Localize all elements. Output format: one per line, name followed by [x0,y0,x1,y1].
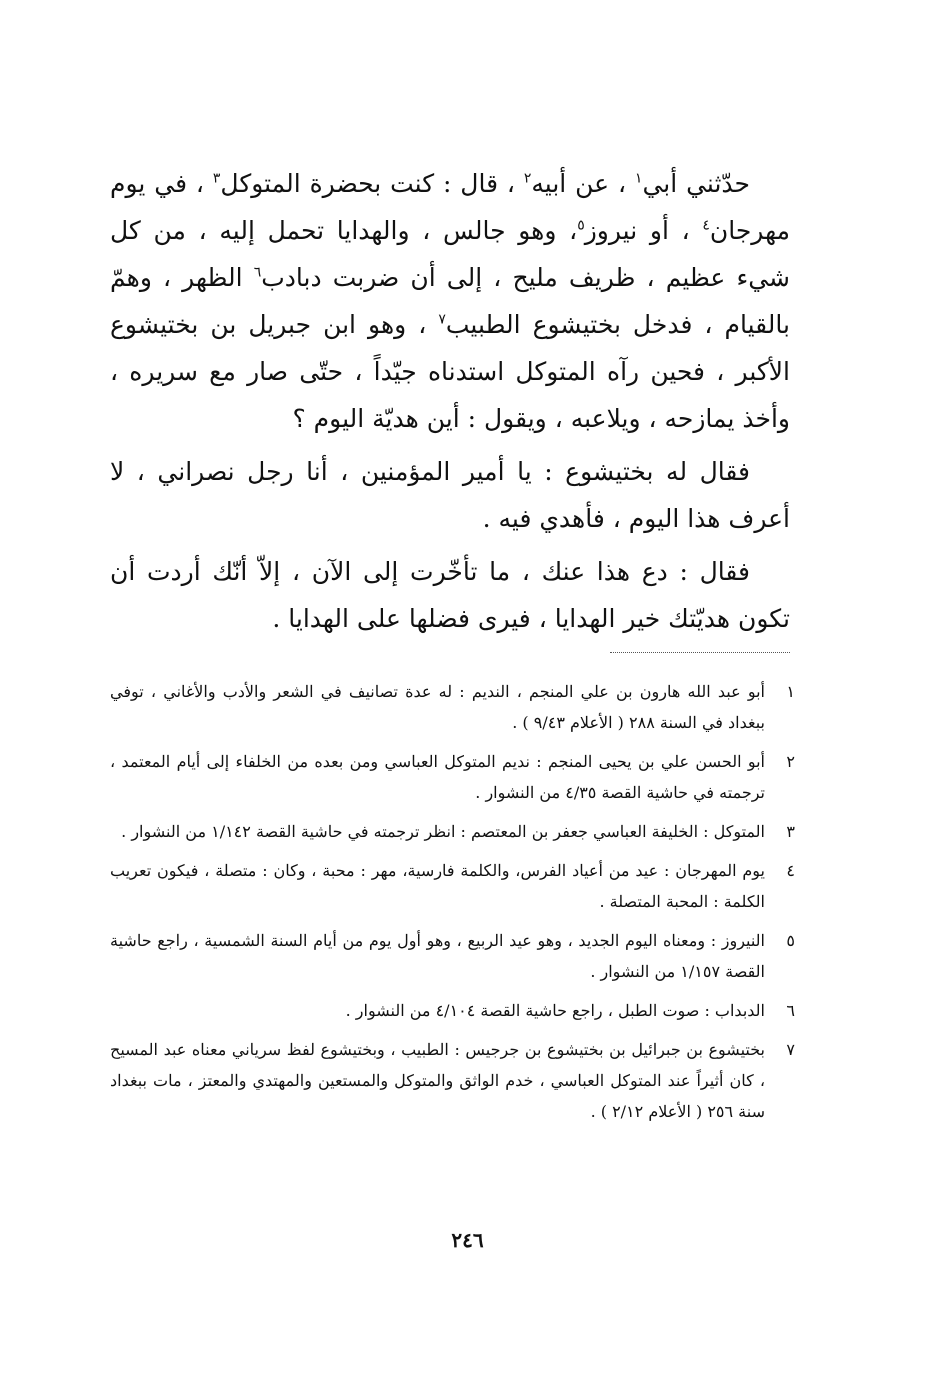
footnote-number: ٥ [786,931,795,950]
footnote-number: ٣ [786,822,795,841]
footnote-ref: ٧ [438,311,446,328]
footnote [110,746,795,808]
paragraph-1 [110,160,790,442]
footnote-text: الدبداب : صوت الطبل ، راجع حاشية القصة ٤/١٠٤ من النشوار . [345,1001,765,1020]
footnote-text: المتوكل : الخليفة العباسي جعفر بن المعتصم : انظر ترجمته في حاشية القصة ١/١٤٢ من النشوار . [121,822,765,841]
text-run: ، أو نيروز [584,216,703,245]
footnote-ref: ١ [634,170,643,187]
text-run: فقال له بختيشوع : يا أمير المؤمنين ، أنا رجل نصراني ، لا أعرف هذا اليوم ، فأهدي فيه . [110,457,790,533]
footnote-text: بختيشوع بن جبرائيل بن بختيشوع بن جرجيس : الطبيب ، وبختيشوع لفظ سرياني معناه عبد المسيح ، كان أثيراً عند المتوكل العباسي ، خدم الواثق والمتوكل والمستعين والمهتدي والمعتز ، مات ببغداد سنة ٢٥٦ ( الأعلام ٢/١٢ ) . [110,1040,765,1121]
footnote-number: ٦ [786,1001,795,1020]
footnote-text: النيروز : ومعناه اليوم الجديد ، وهو عيد الربيع ، وهو أول يوم من أيام السنة الشمسية ، راجع حاشية القصة ١/١٥٧ من النشوار . [110,931,765,981]
footnote-number: ٧ [786,1040,795,1059]
text-run: حدّثني أبي [642,169,750,198]
footnote-text: أبو الحسن علي بن يحيى المنجم : نديم المتوكل العباسي ومن بعده من الخلفاء إلى أيام المعتمد ، ترجمته في حاشية القصة ٤/٣٥ من النشوار . [110,752,765,802]
footnote-separator [610,652,790,653]
footnote-ref: ٤ [702,217,710,234]
footnote [110,995,795,1026]
text-run: ، وهو ابن جبريل بن بختيشوع الأكبر ، فحين رآه المتوكل استدناه جيّداً ، حتّى صار مع سريره ، وأخذ يمازحه ، ويلاعبه ، ويقول : أين هديّة اليوم ؟ [110,310,790,433]
text-run: ، وهو جالس ، والهدايا تحمل إليه ، من كل شيء عظيم ، ظريف مليح ، إلى أن ضربت دبادب [110,216,790,292]
footnote-ref: ٦ [253,264,262,281]
footnote-text: يوم المهرجان : عيد من أعياد الفرس، والكلمة فارسية، مهر : محبة ، وكان : متصلة ، فيكون تعريب الكلمة : المحبة المتصلة . [110,861,765,911]
footnote [110,676,795,738]
footnote-number: ٤ [786,861,795,880]
footnote [110,855,795,917]
paragraph-2 [110,448,790,542]
text-run: ، قال : كنت بحضرة المتوكل [220,169,524,198]
footnote [110,925,795,987]
text-run: الظهر ، وهمّ بالقيام ، فدخل بختيشوع الطبيب [110,263,790,339]
footnote-number: ٢ [786,752,795,771]
footnote-ref: ٥ [577,217,585,234]
paragraph-3 [110,548,790,642]
text-run: ، في يوم مهرجان [110,169,791,245]
footnote-ref: ٣ [212,170,221,187]
text-run: فقال : دع هذا عنك ، ما تأخّرت إلى الآن ، إلاّ أنّك أردت أن تكون هديّتك خير الهدايا ، فيرى فضلها على الهدايا . [110,557,790,633]
main-text [110,160,790,648]
footnotes [110,676,795,1135]
page-number: ٢٤٦ [451,1228,484,1252]
footnote [110,816,795,847]
footnote-number: ١ [786,682,795,701]
footnote-ref: ٢ [523,170,532,187]
text-run: ، عن أبيه [531,169,635,198]
footnote [110,1034,795,1127]
footnote-text: أبو عبد الله هارون بن علي المنجم ، النديم : له عدة تصانيف في الشعر والأدب والأغاني ، توفي ببغداد في السنة ٢٨٨ ( الأعلام ٩/٤٣ ) . [110,682,765,732]
